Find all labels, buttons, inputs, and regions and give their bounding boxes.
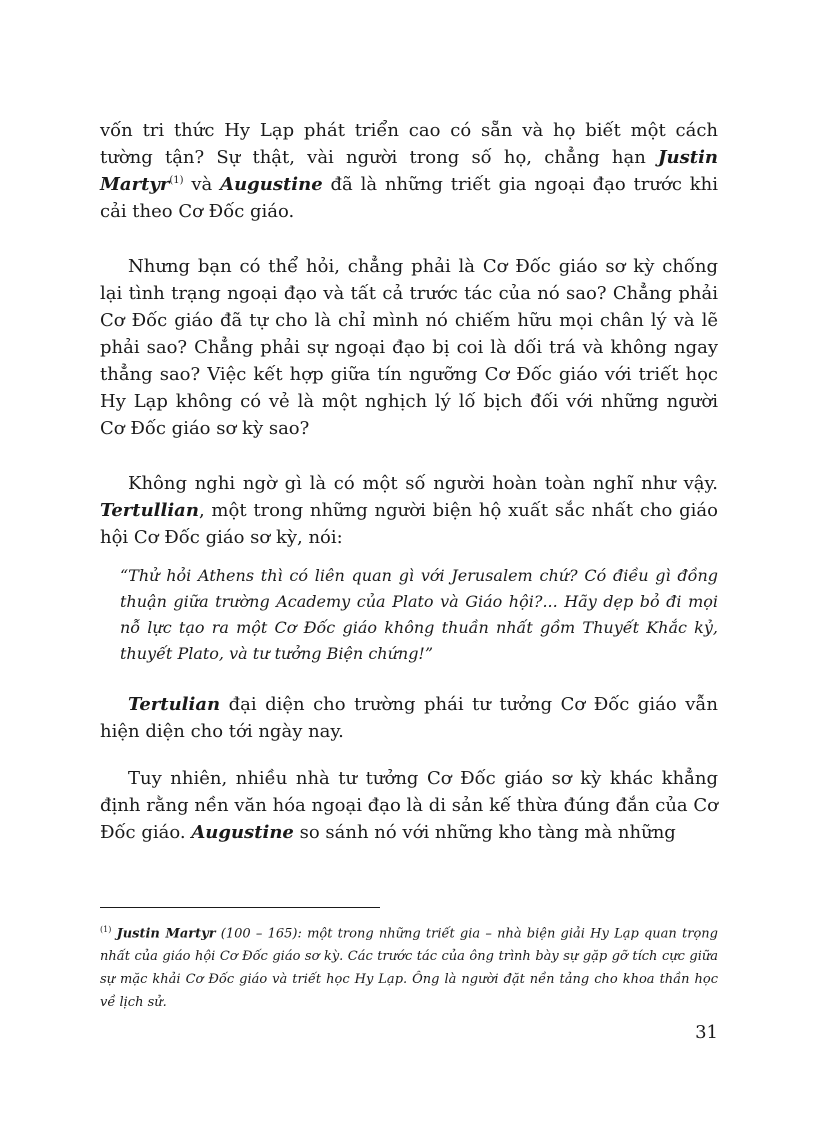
paragraph-5-text-a: Tuy nhiên, nhiều nhà tư tưởng Cơ Đốc giáo sơ kỳ khác khẳng định rằng nền văn hóa ngoại đạo là di sản kế thừa đúng đắn của Cơ Đốc giáo. xyxy=(100,768,718,843)
paragraph-3 xyxy=(100,470,718,551)
paragraph-4 xyxy=(100,691,718,745)
page-number: 31 xyxy=(695,1022,718,1043)
footnote-marker: (1) xyxy=(100,925,112,934)
paragraph-2: Nhưng bạn có thể hỏi, chẳng phải là Cơ Đốc giáo sơ kỳ chống lại tình trạng ngoại đạo và tất cả trước tác của nó sao? Chẳng phải Cơ Đốc giáo đã tự cho là chỉ mình nó chiếm hữu mọi chân lý và lẽ phải sao? Chẳng phải sự ngoại đạo bị coi là dối trá và không ngay thẳng sao? Việc kết hợp giữa tín ngưỡng Cơ Đốc giáo với triết học Hy Lạp không có vẻ là một nghịch lý lố bịch đối với những người Cơ Đốc giáo sơ kỳ sao? xyxy=(100,256,718,439)
name-tertullian: Tertullian xyxy=(100,500,199,521)
paragraph-1-text-b: và xyxy=(183,174,221,195)
paragraph-5 xyxy=(100,765,718,846)
paragraph-1 xyxy=(100,117,718,225)
footnote-name: Justin Martyr xyxy=(116,926,216,942)
paragraph-4-text: đại diện cho trường phái tư tưởng Cơ Đốc giáo vẫn hiện diện cho tới ngày nay. xyxy=(100,694,718,742)
paragraph-1-text-a: vốn tri thức Hy Lạp phát triển cao có sẵn và họ biết một cách tường tận? Sự thật, vài người trong số họ, chẳng hạn xyxy=(100,120,718,168)
block-quote: “Thử hỏi Athens thì có liên quan gì với Jerusalem chứ? Có điều gì đồng thuận giữa trường Academy của Plato và Giáo hội?... Hãy dẹp bỏ đi mọi nỗ lực tạo ra một Cơ Đốc giáo không thuần nhất gồm Thuyết Khắc kỷ, thuyết Plato, và tư tưởng Biện chứng!” xyxy=(120,566,718,663)
name-tertulian: Tertulian xyxy=(128,694,221,715)
name-augustine: Augustine xyxy=(220,174,323,195)
paragraph-3-text-a: Không nghi ngờ gì là có một số người hoàn toàn nghĩ như vậy. xyxy=(128,473,718,494)
name-augustine-2: Augustine xyxy=(191,822,294,843)
footnote xyxy=(100,918,718,1014)
footnote-divider xyxy=(100,907,380,908)
paragraph-1-text-c: đã là những triết gia ngoại đạo trước khi cải theo Cơ Đốc giáo. xyxy=(100,174,719,222)
page-body xyxy=(100,117,718,846)
paragraph-5-text-b: so sánh nó với những kho tàng mà những xyxy=(293,822,676,843)
name-justin-martyr: Justin Martyr xyxy=(100,147,718,195)
footnote-reference[interactable]: (1) xyxy=(169,175,184,186)
paragraph-3-text-b: , một trong những người biện hộ xuất sắc nhất cho giáo hội Cơ Đốc giáo sơ kỳ, nói: xyxy=(100,500,718,548)
footnote-text: (100 – 165): một trong những triết gia – nhà biện giải Hy Lạp quan trọng nhất của giáo hội Cơ Đốc giáo sơ kỳ. Các trước tác của ông trình bày sự gặp gỡ tích cực giữa sự mặc khải Cơ Đốc giáo và triết học Hy Lạp. Ông là người đặt nền tảng cho khoa thần học về lịch sử. xyxy=(100,926,718,1011)
